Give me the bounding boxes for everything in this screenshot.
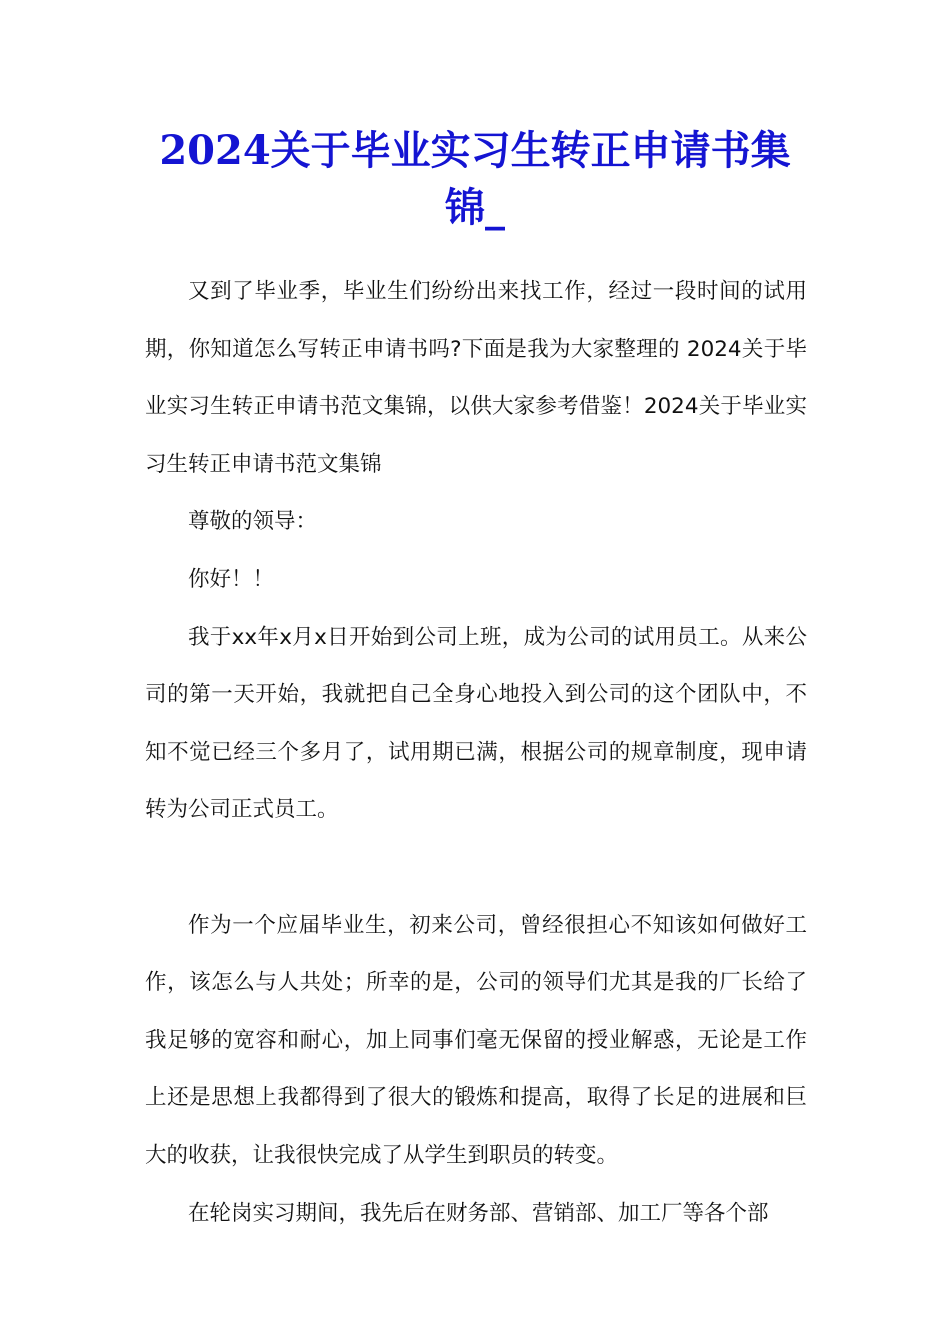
- body-paragraph-graduate: 作为一个应届毕业生，初来公司，曾经很担心不知该如何做好工作，该怎么与人共处；所幸的是，公司的领导们尤其是我的厂长给了我足够的宽容和耐心，加上同事们毫无保留的授业解惑，无论是工作上还是思想上我都得到了很大的锻炼和提高，取得了长足的进展和巨大的收获，让我很快完成了从学生到职员的转变。: [145, 912, 807, 1168]
- document-body: [145, 263, 807, 1242]
- salutation: 尊敬的领导：: [188, 509, 318, 535]
- greeting: 你好！！: [188, 566, 275, 592]
- blank-line: [145, 839, 807, 897]
- body-paragraph-rotation: 在轮岗实习期间，我先后在财务部、营销部、加工厂等各个部: [188, 1200, 769, 1226]
- document-title: 2024关于毕业实习生转正申请书集锦_: [159, 127, 791, 231]
- body-paragraph-start-date: 我于xx年x月x日开始到公司上班，成为公司的试用员工。从来公司的第一天开始，我就把自己全身心地投入到公司的这个团队中，不知不觉已经三个多月了，试用期已满，根据公司的规章制度，现申请转为公司正式员工。: [145, 624, 807, 823]
- intro-paragraph: 又到了毕业季，毕业生们纷纷出来找工作，经过一段时间的试用期，你知道怎么写转正申请书吗?下面是我为大家整理的 2024关于毕业实习生转正申请书范文集锦，以供大家参考借鉴！2024关于毕业实习生转正申请书范文集锦: [145, 279, 807, 477]
